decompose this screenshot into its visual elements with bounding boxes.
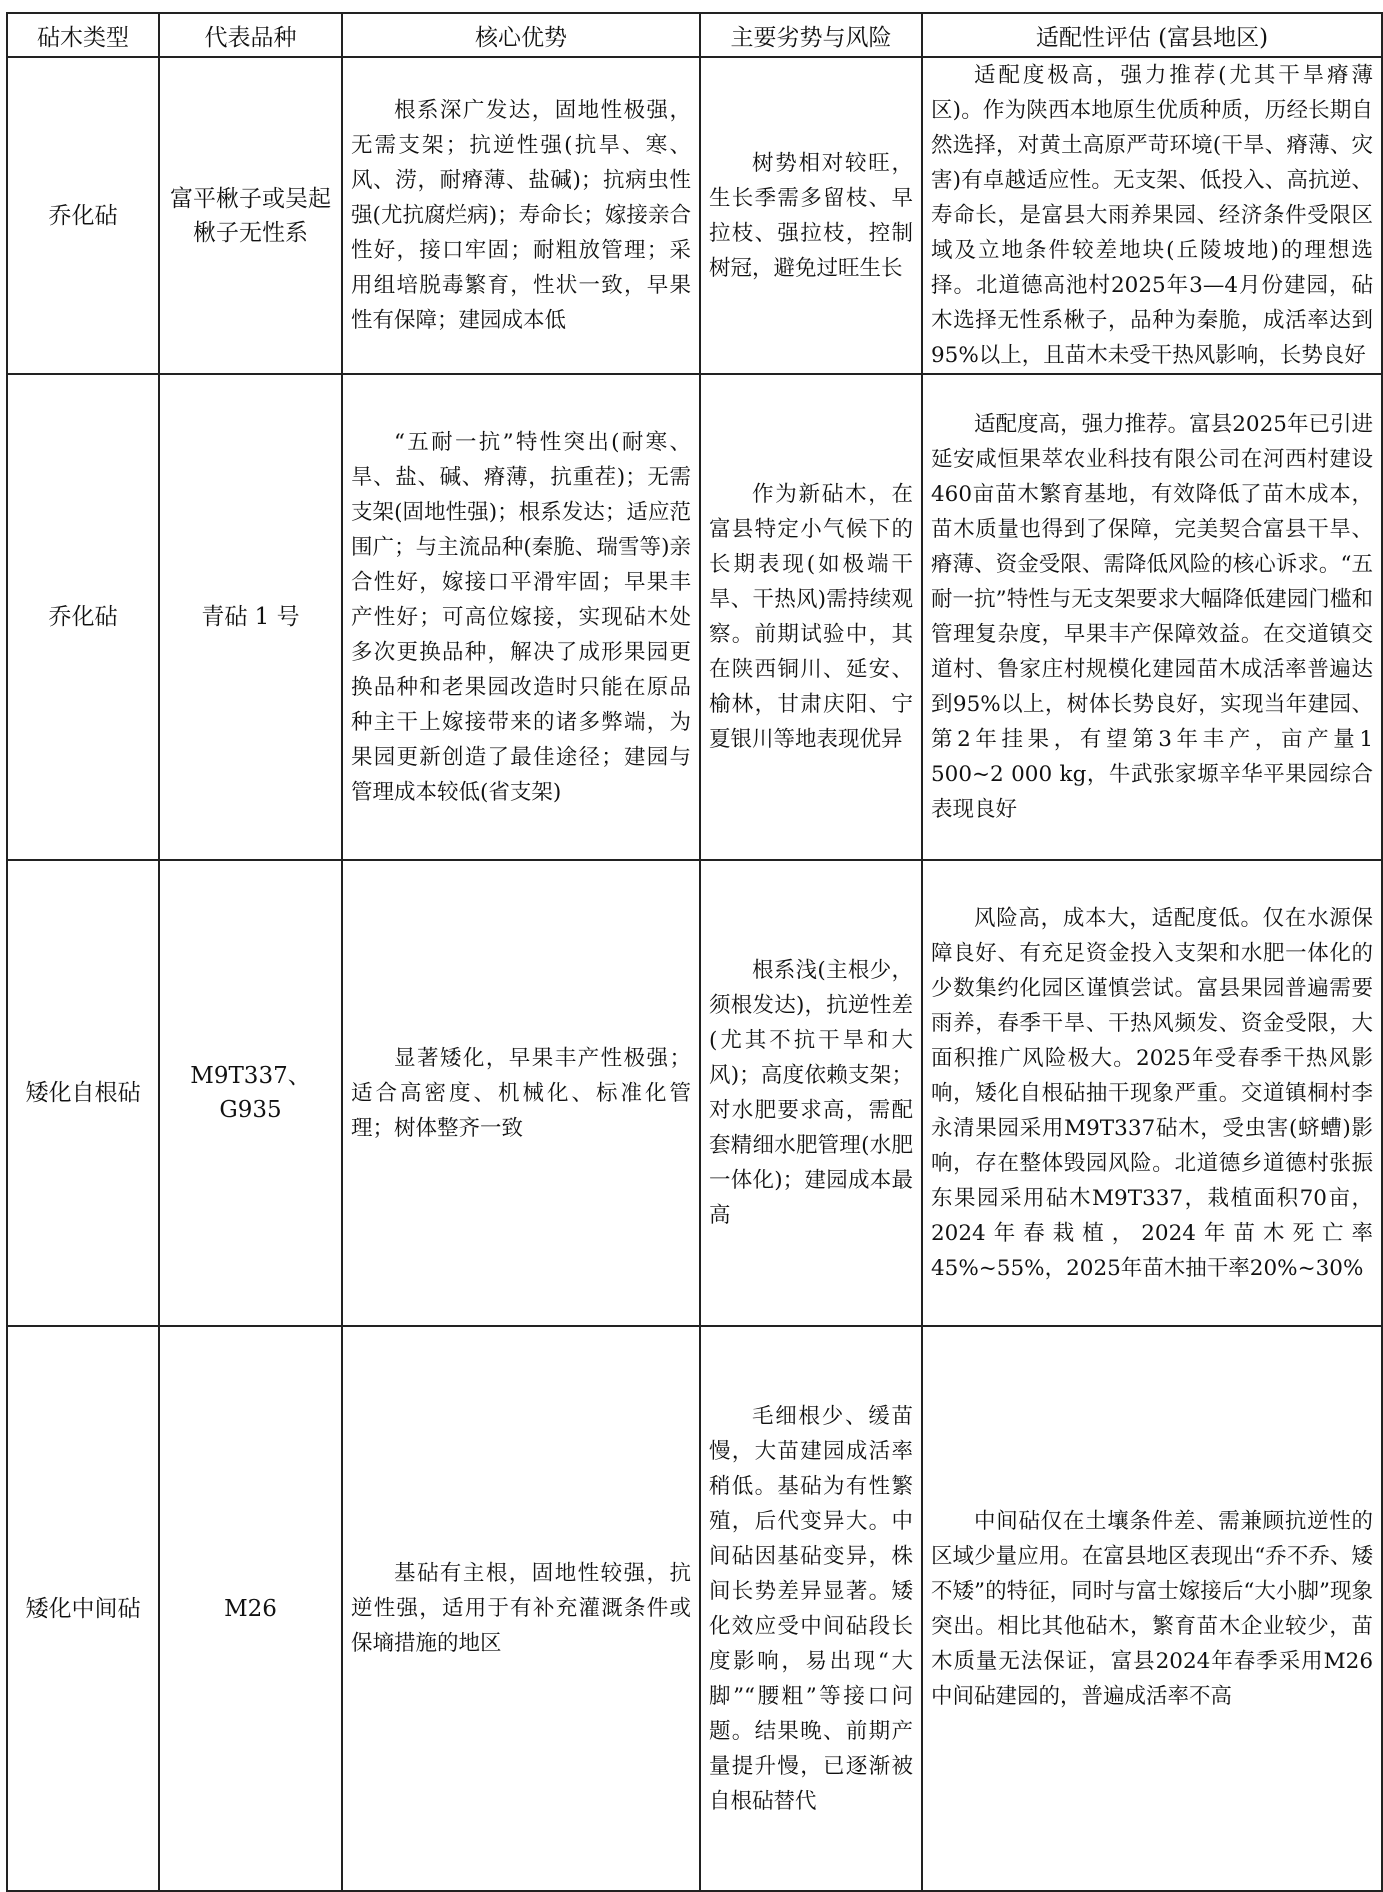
table-row: [7, 374, 1382, 860]
cell-variety: 青砧 1 号: [159, 374, 342, 860]
cell-assessment: 适配度极高，强力推荐(尤其干旱瘠薄区)。作为陕西本地原生优质种质，历经长期自然选择，对黄土高原严苛环境(干旱、瘠薄、灾害)有卓越适应性。无支架、低投入、高抗逆、寿命长，是富县大雨养果园、经济条件受限区域及立地条件较差地块(丘陵坡地)的理想选择。北道德高池村2025年3—4月份建园，砧木选择无性系楸子，品种为秦脆，成活率达到95%以上，且苗木未受干热风影响，长势良好: [922, 57, 1382, 374]
cell-variety: M9T337、G935: [159, 860, 342, 1326]
cell-assessment: 适配度高，强力推荐。富县2025年已引进延安咸恒果萃农业科技有限公司在河西村建设460亩苗木繁育基地，有效降低了苗木成本，苗木质量也得到了保障，完美契合富县干旱、瘠薄、资金受限、需降低风险的核心诉求。“五耐一抗”特性与无支架要求大幅降低建园门槛和管理复杂度，早果丰产保障效益。在交道镇交道村、鲁家庄村规模化建园苗木成活率普遍达到95%以上，树体长势良好，实现当年建园、第2年挂果，有望第3年丰产，亩产量1 500~2 000 kg，牛武张家塬辛华平果园综合表现良好: [922, 374, 1382, 860]
cell-advantages: 基砧有主根，固地性较强，抗逆性强，适用于有补充灌溉条件或保墒措施的地区: [342, 1326, 700, 1891]
cell-risks: 毛细根少、缓苗慢，大苗建园成活率稍低。基砧为有性繁殖，后代变异大。中间砧因基砧变异，株间长势差异显著。矮化效应受中间砧段长度影响，易出现“大脚”“腰粗”等接口问题。结果晚、前期产量提升慢，已逐渐被自根砧替代: [700, 1326, 922, 1891]
header-core-advantages: 核心优势: [342, 13, 700, 57]
cell-advantages: 显著矮化，早果丰产性极强；适合高密度、机械化、标准化管理；树体整齐一致: [342, 860, 700, 1326]
header-rootstock-type: 砧木类型: [7, 13, 159, 57]
cell-advantages: 根系深广发达，固地性极强，无需支架；抗逆性强(抗旱、寒、风、涝，耐瘠薄、盐碱)；抗病虫性强(尤抗腐烂病)；寿命长；嫁接亲合性好，接口牢固；耐粗放管理；采用组培脱毒繁育，性状一致，早果性有保障；建园成本低: [342, 57, 700, 374]
cell-assessment: 风险高，成本大，适配度低。仅在水源保障良好、有充足资金投入支架和水肥一体化的少数集约化园区谨慎尝试。富县果园普遍需要雨养，春季干旱、干热风频发、资金受限，大面积推广风险极大。2025年受春季干热风影响，矮化自根砧抽干现象严重。交道镇桐村李永清果园采用M9T337砧木，受虫害(蛴螬)影响，存在整体毁园风险。北道德乡道德村张振东果园采用砧木M9T337，栽植面积70亩，2024年春栽植，2024年苗木死亡率45%~55%，2025年苗木抽干率20%~30%: [922, 860, 1382, 1326]
cell-risks: 树势相对较旺，生长季需多留枝、早拉枝、强拉枝，控制树冠，避免过旺生长: [700, 57, 922, 374]
cut-off-caption: [0, 0, 1383, 12]
header-risks: 主要劣势与风险: [700, 13, 922, 57]
cell-risks: 根系浅(主根少，须根发达)，抗逆性差(尤其不抗干旱和大风)；高度依赖支架；对水肥要求高，需配套精细水肥管理(水肥一体化)；建园成本最高: [700, 860, 922, 1326]
cell-risks: 作为新砧木，在富县特定小气候下的长期表现(如极端干旱、干热风)需持续观察。前期试验中，其在陕西铜川、延安、榆林，甘肃庆阳、宁夏银川等地表现优异: [700, 374, 922, 860]
table-row: [7, 1326, 1382, 1891]
header-variety: 代表品种: [159, 13, 342, 57]
cell-assessment: 中间砧仅在土壤条件差、需兼顾抗逆性的区域少量应用。在富县地区表现出“乔不乔、矮不矮”的特征，同时与富士嫁接后“大小脚”现象突出。相比其他砧木，繁育苗木企业较少，苗木质量无法保证，富县2024年春季采用M26中间砧建园的，普遍成活率不高: [922, 1326, 1382, 1891]
cell-variety: M26: [159, 1326, 342, 1891]
header-assessment: 适配性评估 (富县地区): [922, 13, 1382, 57]
cell-rootstock-type: 矮化中间砧: [7, 1326, 159, 1891]
cell-rootstock-type: 矮化自根砧: [7, 860, 159, 1326]
cell-advantages: “五耐一抗”特性突出(耐寒、旱、盐、碱、瘠薄，抗重茬)；无需支架(固地性强)；根系发达；适应范围广；与主流品种(秦脆、瑞雪等)亲合性好，嫁接口平滑牢固；早果丰产性好；可高位嫁接，实现砧木处多次更换品种，解决了成形果园更换品种和老果园改造时只能在原品种主干上嫁接带来的诸多弊端，为果园更新创造了最佳途径；建园与管理成本较低(省支架): [342, 374, 700, 860]
cell-rootstock-type: 乔化砧: [7, 57, 159, 374]
rootstock-table: [6, 12, 1383, 1892]
cell-variety: 富平楸子或吴起楸子无性系: [159, 57, 342, 374]
cell-rootstock-type: 乔化砧: [7, 374, 159, 860]
table-row: [7, 57, 1382, 374]
table-row: [7, 860, 1382, 1326]
table-header-row: [7, 13, 1382, 57]
